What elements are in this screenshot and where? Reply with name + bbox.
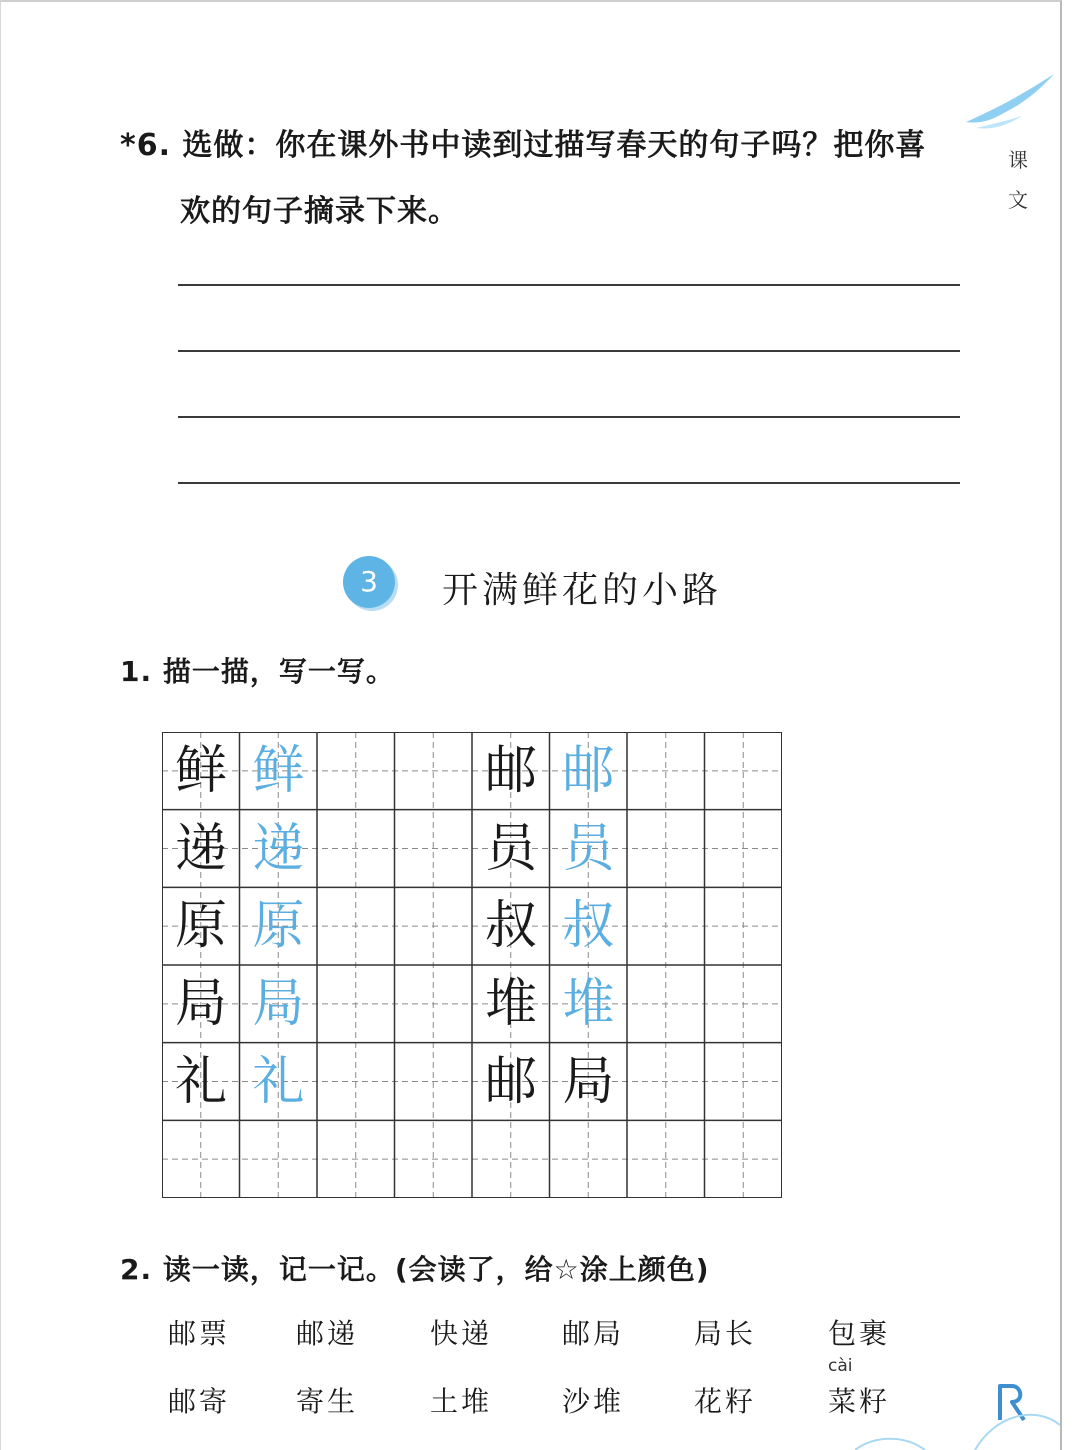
pinyin-note: cài [828, 1356, 853, 1376]
vocab-word: 菜籽 [828, 1385, 891, 1418]
lesson-number-badge: 3 [343, 556, 395, 608]
trace-char: 礼 [252, 1051, 305, 1112]
answer-line-1[interactable] [178, 284, 960, 286]
model-char: 鲜 [174, 741, 227, 801]
side-tab-char-2: 文 [1008, 188, 1028, 212]
trace-char: 叔 [562, 896, 615, 957]
model-char: 员 [484, 818, 537, 879]
vocab-word: 沙堆 [562, 1385, 625, 1418]
cloud-decoration-icon [855, 1395, 1060, 1450]
model-char: 原 [174, 896, 227, 957]
side-tab-char-1: 课 [1008, 148, 1028, 172]
model-char: 叔 [484, 896, 537, 957]
writing-grid[interactable] [162, 732, 782, 1198]
vocab-word: 寄生 [296, 1385, 359, 1418]
bird-decoration-icon [962, 66, 1062, 136]
model-char: 礼 [174, 1051, 227, 1112]
trace-char: 邮 [562, 741, 615, 801]
vocab-word: 邮局 [562, 1317, 625, 1350]
trace-char: 堆 [562, 974, 615, 1034]
lesson-title: 开满鲜花的小路 [442, 570, 723, 611]
answer-line-3[interactable] [178, 416, 960, 418]
vocab-word: 包裹 [828, 1317, 891, 1350]
model-char: 邮 [484, 741, 537, 801]
trace-char: 员 [562, 818, 615, 879]
model-char: 局 [174, 974, 227, 1034]
model-char: 堆 [484, 974, 537, 1034]
answer-line-4[interactable] [178, 482, 960, 484]
trace-char: 局 [252, 974, 305, 1034]
vocab-word: 局长 [694, 1317, 757, 1350]
question-2-heading: 2. 读一读，记一记。(会读了，给☆涂上颜色) [120, 1253, 710, 1286]
model-char: 递 [174, 818, 227, 879]
trace-char: 递 [252, 818, 305, 879]
question-1-heading: 1. 描一描，写一写。 [120, 655, 395, 688]
vocab-word: 邮寄 [168, 1385, 231, 1418]
trace-char: 局 [562, 1051, 615, 1112]
model-char: 邮 [484, 1051, 537, 1112]
vocab-word: 快递 [430, 1317, 493, 1350]
answer-line-2[interactable] [178, 350, 960, 352]
vocab-word: 邮票 [168, 1317, 231, 1350]
trace-char: 原 [252, 896, 305, 957]
vocab-word: 花籽 [694, 1385, 757, 1418]
question-6-line-2: 欢的句子摘录下来。 [180, 194, 459, 229]
question-6-line-1: *6. 选做：你在课外书中读到过描写春天的句子吗？把你喜 [120, 128, 927, 163]
trace-char: 鲜 [252, 741, 305, 801]
vocab-word: 土堆 [430, 1385, 493, 1418]
vocab-word: 邮递 [296, 1317, 359, 1350]
